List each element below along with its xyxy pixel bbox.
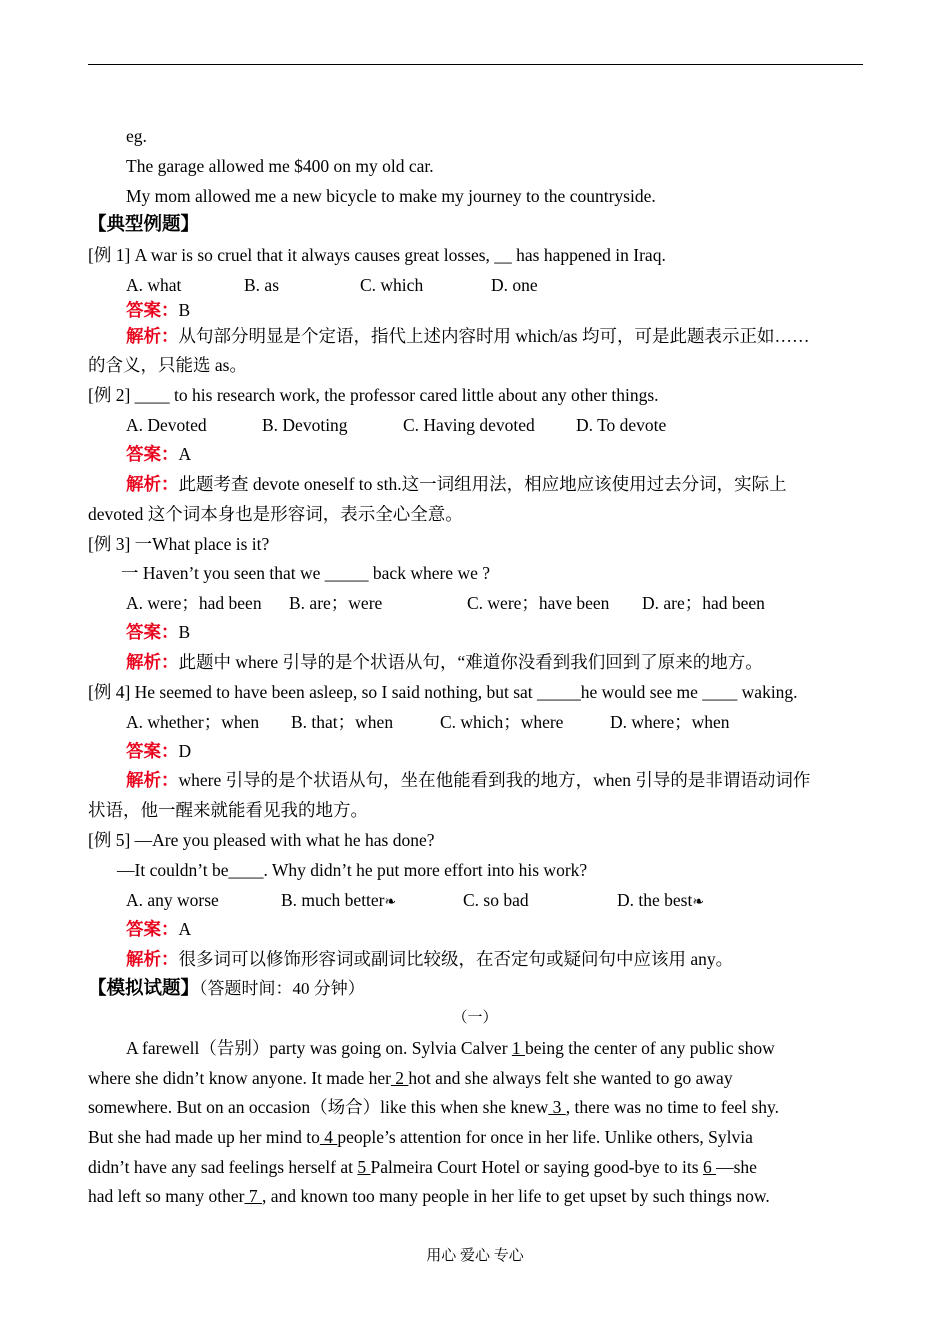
passage-line: somewhere. But on an occasion（场合）like this when she knew 3 , there was no time to feel shy. [88, 1097, 779, 1117]
explanation-line [126, 473, 787, 495]
question-1: [例 1] A war is so cruel that it always causes great losses, __ has happened in Iraq. [88, 245, 666, 265]
blank-6: 6 [702, 1157, 717, 1177]
blank-7: 7 [244, 1186, 262, 1206]
question-3: [例 3] 一What place is it? [88, 534, 270, 554]
passage-line: had left so many other 7 , and known too many people in her life to get upset by such things now. [88, 1186, 770, 1206]
answer-line [126, 918, 191, 940]
explanation-text: 很多词可以修饰形容词或副词比较级，在否定句或疑问句中应该用 any。 [178, 949, 734, 969]
answer-value: D [178, 741, 192, 761]
option-a: A. Devoted [126, 415, 207, 435]
option-b: B. are；were [289, 593, 383, 613]
answer-label: 答案： [126, 444, 179, 464]
question-2: [例 2] ____ to his research work, the professor cared little about any other things. [88, 385, 659, 405]
explanation-text: devoted 这个词本身也是形容词，表示全心全意。 [88, 504, 463, 524]
answer-value: A [178, 444, 192, 464]
answer-line [126, 299, 190, 321]
question-3-reply: 一 Haven’t you seen that we _____ back where we ? [121, 563, 490, 583]
option-c: C. which [360, 275, 424, 295]
explanation-text: 此题考查 devote oneself to sth.这一词组用法，相应地应该使用过去分词，实际上 [178, 474, 787, 494]
option-b: B. Devoting [262, 415, 348, 435]
answer-label: 答案： [126, 919, 179, 939]
option-b: B. as [244, 275, 279, 295]
option-a: A. whether；when [126, 712, 260, 732]
explanation-text: 从句部分明显是个定语，指代上述内容时用 which/as 均可，可是此题表示正如…… [178, 326, 810, 346]
section-title-line [88, 977, 365, 1000]
blank-4: 4 [319, 1127, 338, 1147]
option-c: C. were；have been [467, 593, 610, 613]
section-title: 【模拟试题】 [88, 979, 200, 999]
explanation-line [126, 325, 809, 347]
answer-line [126, 443, 191, 465]
example-sentence: The garage allowed me $400 on my old car. [126, 156, 434, 176]
decorative-glyph-icon: ❧ [384, 895, 397, 910]
blank-1: 1 [511, 1038, 526, 1058]
option-b: B. that；when [291, 712, 394, 732]
explanation-line [126, 948, 733, 970]
explanation-line [126, 651, 763, 673]
answer-value: A [178, 919, 192, 939]
page-footer: 用心 爱心 专心 [426, 1248, 524, 1264]
explanation-label: 解析： [126, 326, 179, 346]
option-c: C. Having devoted [403, 415, 535, 435]
explanation-text: 此题中 where 引导的是个状语从句，“难道你没看到我们回到了原来的地方。 [178, 652, 763, 672]
option-c: C. so bad [463, 890, 529, 910]
passage-line: where she didn’t know anyone. It made her 2 hot and she always felt she wanted to go away [88, 1068, 733, 1088]
option-c: C. which；where [440, 712, 564, 732]
explanation-label: 解析： [126, 474, 179, 494]
option-d: D. one [491, 275, 538, 295]
blank-3: 3 [548, 1097, 566, 1117]
option-a: A. what [126, 275, 182, 295]
option-d: D. are；had been [642, 593, 765, 613]
option-b: B. much better❧ [281, 890, 397, 910]
eg-label: eg. [126, 126, 147, 146]
explanation-text: where 引导的是个状语从句，坐在他能看到我的地方，when 引导的是非谓语动词作 [178, 770, 811, 790]
explanation-text: 的含义，只能选 as。 [88, 355, 247, 375]
passage-line: A farewell（告别）party was going on. Sylvia Calver 1 being the center of any public show [126, 1038, 775, 1058]
answer-value: B [178, 300, 191, 320]
answer-label: 答案： [126, 300, 179, 320]
explanation-text: 状语，他一醒来就能看见我的地方。 [88, 800, 368, 820]
option-a: A. were；had been [126, 593, 262, 613]
blank-2: 2 [390, 1068, 409, 1088]
option-d: D. where；when [610, 712, 730, 732]
section-title: 【典型例题】 [88, 215, 200, 235]
header-rule [88, 64, 863, 65]
option-d: D. the best❧ [617, 890, 705, 910]
answer-label: 答案： [126, 622, 179, 642]
time-note: （答题时间：40 分钟） [199, 979, 365, 998]
passage-line: But she had made up her mind to 4 people’s attention for once in her life. Unlike others, Sylvia [88, 1127, 753, 1147]
answer-value: B [178, 622, 191, 642]
explanation-label: 解析： [126, 949, 179, 969]
question-5: [例 5] —Are you pleased with what he has done? [88, 830, 435, 850]
answer-label: 答案： [126, 741, 179, 761]
passage-line: didn’t have any sad feelings herself at 5 Palmeira Court Hotel or saying good-bye to its 6 —she [88, 1157, 757, 1177]
explanation-label: 解析： [126, 770, 179, 790]
explanation-label: 解析： [126, 652, 179, 672]
question-5-reply: —It couldn’t be____. Why didn’t he put more effort into his work? [117, 860, 588, 880]
explanation-line [126, 769, 810, 791]
example-sentence: My mom allowed me a new bicycle to make my journey to the countryside. [126, 186, 656, 206]
decorative-glyph-icon: ❧ [692, 895, 705, 910]
question-4: [例 4] He seemed to have been asleep, so I said nothing, but sat _____he would see me ____ waking. [88, 682, 798, 702]
option-d: D. To devote [576, 415, 667, 435]
answer-line [126, 621, 190, 643]
blank-5: 5 [357, 1157, 371, 1177]
answer-line [126, 740, 191, 762]
part-number: （一） [452, 1010, 498, 1026]
option-a: A. any worse [126, 890, 219, 910]
